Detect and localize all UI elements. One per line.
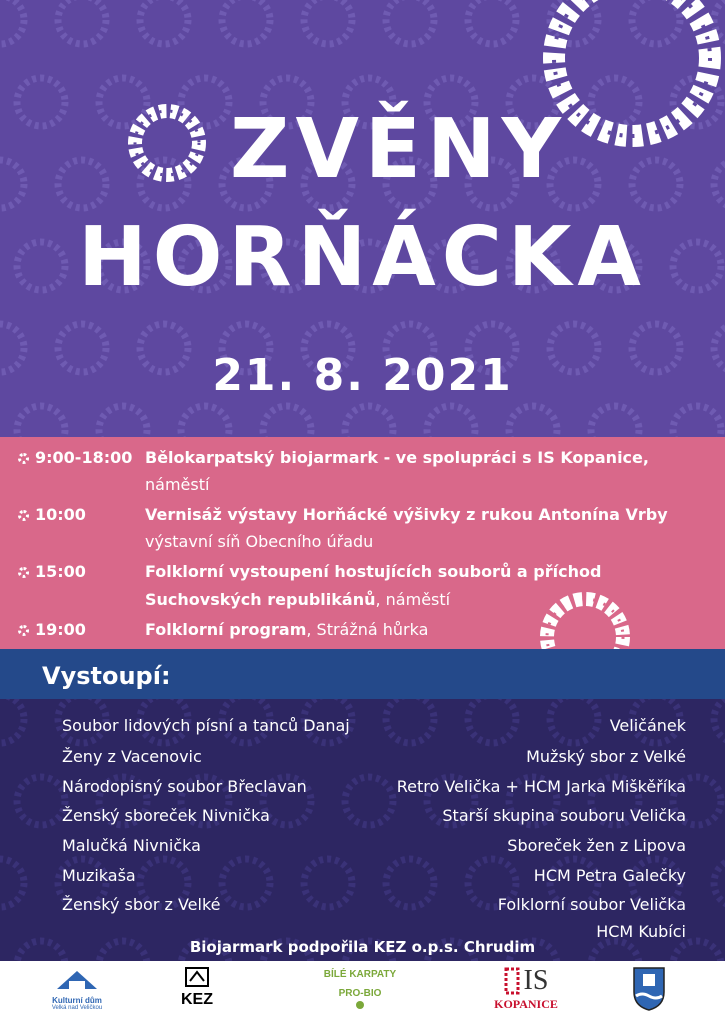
pattern-ring: [386, 859, 434, 907]
program-activity: Vernisáž výstavy Horňácké výšivky z rukou Antonína Vrby: [145, 505, 668, 524]
performer-right: HCM Kubíci: [596, 922, 686, 941]
kulturni-dum-logo: [46, 967, 108, 1012]
pattern-ring: [714, 859, 725, 907]
sponsor-logos: [0, 961, 725, 1024]
support-text: Biojarmark podpořila KEZ o.p.s. Chrudim: [189, 938, 536, 956]
kd-line1: Kulturní dům: [52, 996, 102, 1005]
program-item: 15:00: [18, 562, 86, 581]
pattern-ring: [58, 0, 106, 44]
pattern-ring: [591, 406, 639, 437]
pattern-ring: [386, 699, 434, 743]
kd-line2: Velká nad Veličkou: [51, 1005, 103, 1011]
pattern-ring: [304, 859, 352, 907]
pattern-ring: [345, 406, 393, 437]
performer-right: Retro Velička + HCM Jarka Miškěříka: [396, 777, 686, 796]
performer-right: Sboreček žen z Lipova: [507, 836, 686, 855]
is-kopanice-logo: [486, 965, 566, 1012]
performer-left: Národopisný soubor Břeclavan: [62, 777, 307, 796]
bullet-icon: [18, 567, 29, 578]
pattern-ring: [427, 406, 475, 437]
kopanice-text: KOPANICE: [494, 997, 558, 1011]
pattern-ring: [468, 0, 516, 44]
pattern-ring: [99, 406, 147, 437]
bullet-icon: [18, 510, 29, 521]
program-item: 10:00: [18, 505, 86, 524]
performer-right: Mužský sbor z Velké: [526, 747, 686, 766]
performer-left: Malučká Nivnička: [62, 836, 201, 855]
program-activity: Bělokarpatský biojarmark - ve spolupráci s IS Kopanice,: [145, 448, 649, 467]
pattern-ring: [632, 0, 680, 44]
performer-left: Ženy z Vacenovic: [62, 747, 202, 766]
bile-karpaty-logo: [312, 969, 408, 1009]
performer-right: Veličánek: [609, 716, 686, 735]
event-date: 21. 8. 2021: [212, 350, 513, 401]
program-activity: Folklorní program, Strážná hůrka: [145, 620, 429, 639]
pattern-ring: [550, 699, 598, 743]
program-activity-cont: Suchovských republikánů, náměstí: [145, 590, 451, 609]
bullet-icon: [18, 453, 29, 464]
pattern-ring: [140, 0, 188, 44]
kez-text: KEZ: [181, 991, 213, 1008]
title-line-1: ZVĚNY: [230, 102, 567, 197]
kez-logo: [172, 967, 222, 1008]
program-place: výstavní síň Obecního úřadu: [145, 532, 374, 551]
performer-left: Soubor lidových písní a tanců Danaj: [62, 716, 350, 735]
performer-right: Folklorní soubor Velička: [497, 895, 686, 914]
program-section: [0, 437, 725, 649]
bk-line1: BÍLÉ KARPATY: [323, 969, 397, 980]
pattern-ring: [714, 699, 725, 743]
performer-right: HCM Petra Galečky: [533, 866, 686, 885]
bk-line2: PRO-BIO: [338, 988, 382, 999]
pattern-ring: [0, 0, 24, 44]
pattern-ring: [0, 859, 24, 907]
performer-left: Ženský sboreček Nivnička: [62, 806, 270, 825]
header-section: [0, 0, 725, 437]
coat-of-arms-icon: [631, 966, 667, 1017]
program-place: náměstí: [145, 475, 210, 494]
performer-left: Ženský sbor z Velké: [62, 895, 221, 914]
pattern-ring: [345, 777, 393, 825]
pattern-ring: [304, 0, 352, 44]
bullet-icon: [18, 625, 29, 636]
pattern-ring: [468, 699, 516, 743]
is-text: IS: [523, 965, 549, 996]
kez-icon: [185, 967, 209, 987]
pattern-ring: [386, 0, 434, 44]
pattern-ring: [222, 0, 270, 44]
leaf-icon: [356, 1001, 364, 1009]
pattern-ring: [17, 406, 65, 437]
performer-right: Starší skupina souboru Velička: [442, 806, 686, 825]
program-item: 9:00-18:00: [18, 448, 132, 467]
pattern-ring: [17, 777, 65, 825]
pattern-ring: [222, 859, 270, 907]
program-item: 19:00: [18, 620, 86, 639]
building-icon: [55, 967, 99, 991]
pattern-ring: [673, 406, 721, 437]
title-line-2: HORŇÁCKA: [78, 210, 647, 305]
performer-left: Muzikaša: [62, 866, 136, 885]
program-activity: Folklorní vystoupení hostujících souborů a příchod: [145, 562, 602, 581]
pattern-ring: [0, 699, 24, 743]
pattern-ring: [509, 406, 557, 437]
pattern-ring: [181, 406, 229, 437]
ornament-icon: [504, 967, 520, 995]
pattern-ring: [263, 406, 311, 437]
performers-heading: Vystoupí:: [42, 662, 171, 690]
